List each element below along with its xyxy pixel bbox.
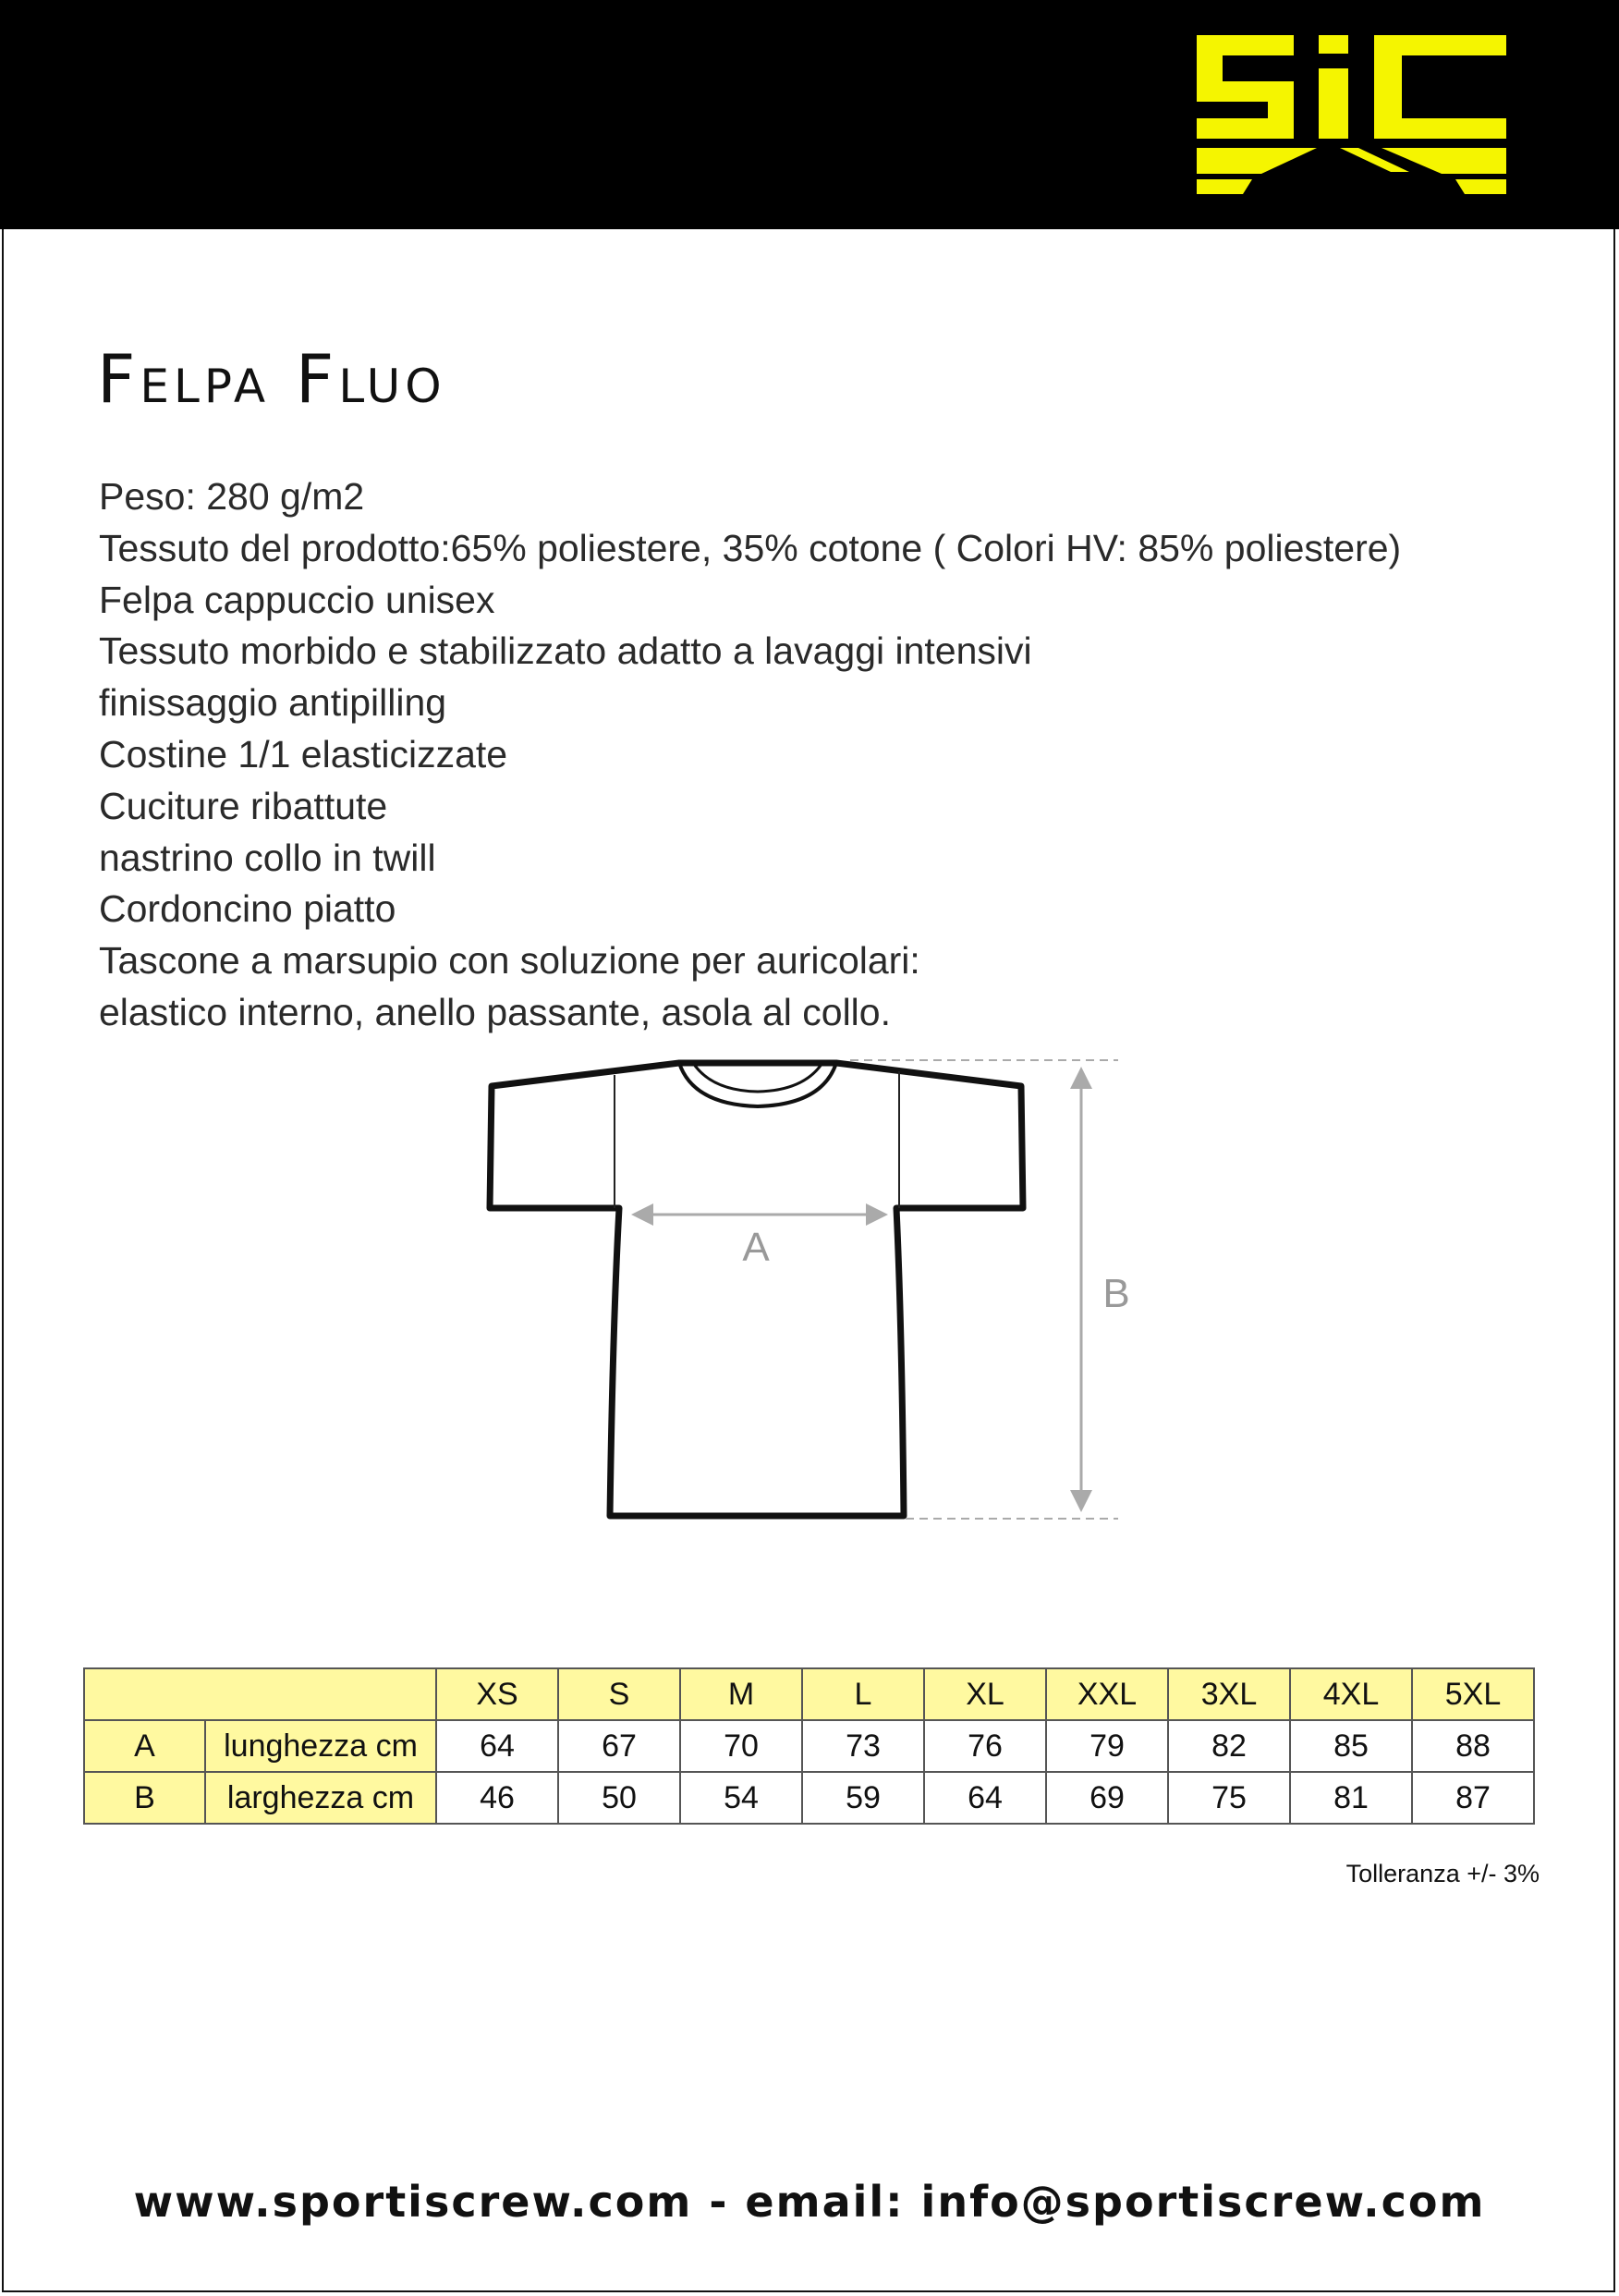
garment-diagram (471, 1049, 1155, 1530)
brand-logo (1197, 35, 1506, 194)
size-header: M (680, 1668, 802, 1720)
table-cell: 85 (1290, 1720, 1412, 1772)
size-header: 4XL (1290, 1668, 1412, 1720)
description-line: finissaggio antipilling (99, 681, 447, 725)
size-header: XXL (1046, 1668, 1168, 1720)
table-cell: 59 (802, 1772, 924, 1824)
footer-contact: www.sportiscrew.com - email: info@sportiscrew.com (133, 2177, 1486, 2227)
table-cell: 50 (558, 1772, 680, 1824)
row-key: B (84, 1772, 205, 1824)
row-label: larghezza cm (205, 1772, 436, 1824)
table-cell: 54 (680, 1772, 802, 1824)
header-band (0, 0, 1619, 229)
size-header: XL (924, 1668, 1046, 1720)
table-cell: 70 (680, 1720, 802, 1772)
description-line: nastrino collo in twill (99, 836, 436, 879)
table-cell: 76 (924, 1720, 1046, 1772)
description-line: Felpa cappuccio unisex (99, 578, 495, 621)
table-cell: 67 (558, 1720, 680, 1772)
description-line: elastico interno, anello passante, asola al collo. (99, 990, 891, 1033)
table-cell: 82 (1168, 1720, 1290, 1772)
size-header: L (802, 1668, 924, 1720)
row-key: A (84, 1720, 205, 1772)
table-cell: 81 (1290, 1772, 1412, 1824)
table-cell: 64 (436, 1720, 558, 1772)
size-header: S (558, 1668, 680, 1720)
table-row (84, 1772, 1534, 1824)
size-table (83, 1667, 1535, 1825)
description-line: Peso: 280 g/m2 (99, 475, 365, 518)
product-title: Felpa Fluo (97, 340, 446, 418)
description-line: Costine 1/1 elasticizzate (99, 732, 508, 776)
table-cell: 46 (436, 1772, 558, 1824)
tolerance-note: Tolleranza +/- 3% (1345, 1860, 1540, 1887)
table-cell: 79 (1046, 1720, 1168, 1772)
product-description (99, 471, 1401, 1039)
description-line: Cuciture ribattute (99, 784, 388, 827)
row-label: lunghezza cm (205, 1720, 436, 1772)
table-cell: 75 (1168, 1772, 1290, 1824)
table-cell: 64 (924, 1772, 1046, 1824)
table-cell: 88 (1412, 1720, 1534, 1772)
description-line: Cordoncino piatto (99, 887, 396, 931)
size-header-row (84, 1668, 1534, 1720)
size-header: 5XL (1412, 1668, 1534, 1720)
description-line: Tessuto del prodotto:65% poliestere, 35% cotone ( Colori HV: 85% poliestere) (99, 526, 1402, 569)
size-header: 3XL (1168, 1668, 1290, 1720)
table-cell: 73 (802, 1720, 924, 1772)
table-cell: 87 (1412, 1772, 1534, 1824)
size-header: XS (436, 1668, 558, 1720)
header-empty-cell (84, 1668, 436, 1720)
garment-outline (490, 1063, 1023, 1516)
garment-collar (679, 1063, 836, 1106)
table-cell: 69 (1046, 1772, 1168, 1824)
table-row (84, 1720, 1534, 1772)
label-a: A (742, 1225, 770, 1270)
description-line: Tessuto morbido e stabilizzato adatto a lavaggi intensivi (99, 629, 1032, 673)
label-b: B (1102, 1271, 1130, 1316)
description-line: Tascone a marsupio con soluzione per auricolari: (99, 939, 920, 983)
